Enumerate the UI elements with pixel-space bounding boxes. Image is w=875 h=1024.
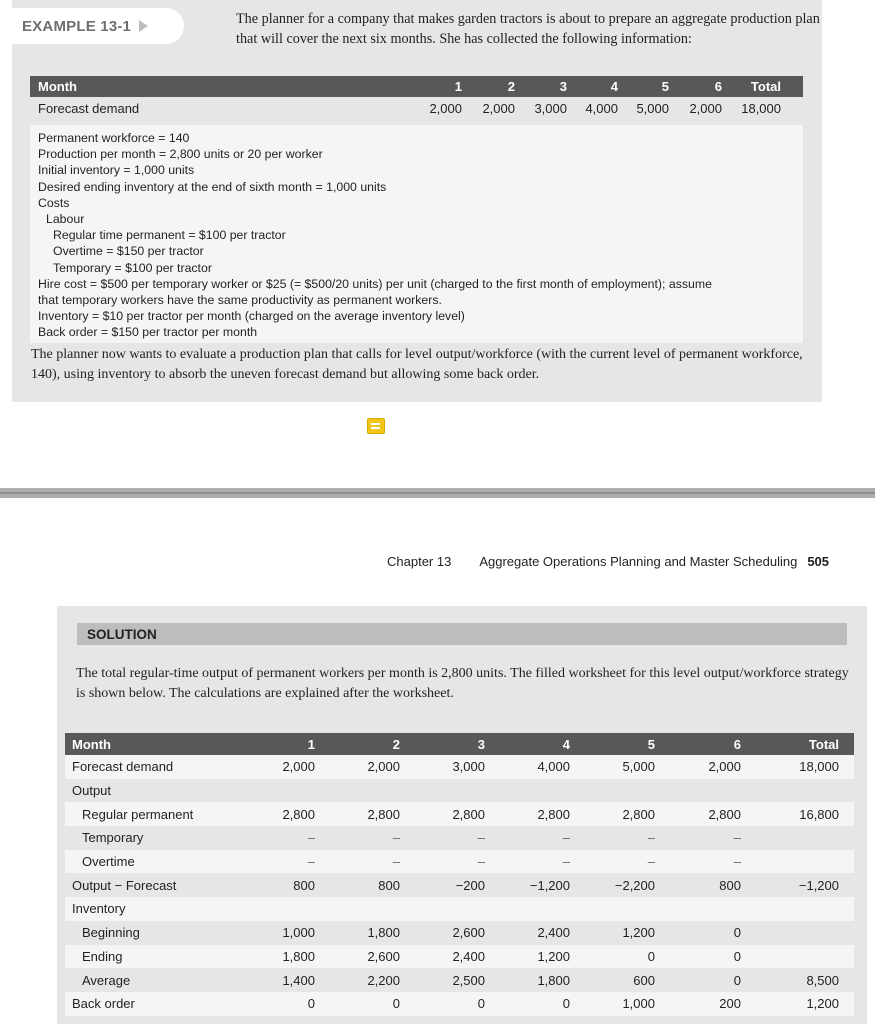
cell: 2,800 [537, 806, 570, 822]
header-month-4: 4 [610, 79, 618, 94]
cell: 2,400 [537, 925, 570, 941]
cell: 0 [307, 996, 315, 1012]
cell: 1,200 [622, 925, 655, 941]
header-month-3: 3 [477, 736, 485, 752]
info-line: that temporary workers have the same productivity as permanent workers. [38, 293, 442, 308]
header-month-5: 5 [647, 736, 655, 752]
header-month-5: 5 [661, 79, 669, 94]
table-row [65, 826, 854, 850]
info-line: Temporary = $100 per tractor [53, 260, 212, 275]
info-line: Initial inventory = 1,000 units [38, 163, 195, 178]
cell: 2,800 [282, 806, 315, 822]
cell: −1,200 [798, 877, 839, 893]
row-label: Back order [72, 996, 135, 1012]
cell: 0 [733, 948, 741, 964]
cell: 8,500 [806, 972, 839, 988]
chapter-label: Chapter 13 [387, 554, 452, 569]
header-month-1: 1 [307, 736, 315, 752]
header-month-4: 4 [562, 736, 570, 752]
cell: – [733, 830, 741, 846]
cell: 2,800 [708, 806, 741, 822]
worksheet-table [65, 733, 854, 1016]
cell: 2,800 [622, 806, 655, 822]
cell: – [392, 830, 400, 846]
cell: 1,400 [282, 972, 315, 988]
header-month-6: 6 [714, 79, 722, 94]
cell: 4,000 [585, 100, 618, 116]
header-month-2: 2 [507, 79, 515, 94]
info-line: Inventory = $10 per tractor per month (charged on the average inventory level) [38, 309, 465, 324]
table-row [65, 850, 854, 874]
cell: 2,000 [282, 759, 315, 775]
cell: 800 [719, 877, 741, 893]
table-row [65, 897, 854, 921]
example-tag [12, 8, 184, 44]
row-label: Forecast demand [38, 100, 140, 116]
cell: 16,800 [799, 806, 839, 822]
header-month-1: 1 [454, 79, 462, 94]
cell: 2,000 [367, 759, 400, 775]
cell: 18,000 [741, 100, 781, 116]
row-label: Temporary [82, 830, 144, 846]
example-tag-label: EXAMPLE 13-1 [22, 17, 132, 35]
cell: 2,000 [689, 100, 722, 116]
row-label: Average [82, 972, 131, 988]
cell: 1,800 [282, 948, 315, 964]
cell: – [477, 854, 485, 870]
cell: – [562, 830, 570, 846]
header-month: Month [38, 79, 77, 94]
cell: 2,500 [452, 972, 485, 988]
cell: – [307, 854, 315, 870]
chapter-title: Aggregate Operations Planning and Master Scheduling [479, 554, 798, 569]
worksheet-header [65, 733, 854, 755]
cell: −1,200 [529, 877, 570, 893]
cell: 2,000 [482, 100, 515, 116]
table-row [65, 992, 854, 1016]
cell: 800 [293, 877, 315, 893]
cell: 1,200 [806, 996, 839, 1012]
cell: 0 [647, 948, 655, 964]
cell: 2,800 [452, 806, 485, 822]
info-line: Overtime = $150 per tractor [53, 244, 204, 259]
info-line: Hire cost = $500 per temporary worker or $25 (= $500/20 units) per unit (charged to the first month of employment); assume [38, 276, 712, 291]
table-row [65, 968, 854, 992]
cell: – [477, 830, 485, 846]
row-label: Regular permanent [82, 806, 194, 822]
cell: 3,000 [452, 759, 485, 775]
cell: 1,800 [537, 972, 570, 988]
cell: – [647, 854, 655, 870]
forecast-table-header [30, 76, 803, 97]
info-line: Costs [38, 195, 70, 210]
info-line: Permanent workforce = 140 [38, 131, 190, 145]
page-number: 505 [807, 554, 830, 569]
row-label: Forecast demand [72, 759, 174, 775]
cell: – [307, 830, 315, 846]
cell: 800 [378, 877, 400, 893]
cell: 2,000 [708, 759, 741, 775]
cell: 2,400 [452, 948, 485, 964]
cell: 0 [733, 972, 741, 988]
example-intro: The planner for a company that makes garden tractors is about to prepare an aggregate production plan that will cover the next six months. She has collected the following information: [236, 11, 820, 47]
row-label: Overtime [82, 854, 135, 870]
cell: −200 [455, 877, 485, 893]
info-line: Labour [46, 212, 85, 227]
table-row [65, 779, 854, 803]
cell: 2,000 [429, 100, 462, 116]
solution-text: The total regular-time output of permanent workers per month is 2,800 units. The filled worksheet for this level output/workforce strategy is shown below. The calculations are explained after the worksheet. [76, 666, 849, 701]
header-month: Month [72, 736, 111, 752]
cell: 1,800 [367, 925, 400, 941]
table-row [65, 873, 854, 897]
table-row [65, 921, 854, 945]
cell: 3,000 [534, 100, 567, 116]
given-information [30, 125, 803, 343]
row-label: Output − Forecast [72, 877, 177, 893]
cell: – [562, 854, 570, 870]
cell: 5,000 [622, 759, 655, 775]
cell: 0 [562, 996, 570, 1012]
header-month-3: 3 [559, 79, 567, 94]
example-closing-text: The planner now wants to evaluate a production plan that calls for level output/workforce (with the current level of permanent workforce, 140), using inventory to absorb the uneven forecast demand but allowing some back order. [31, 347, 803, 382]
table-row [65, 802, 854, 826]
cell: 2,600 [452, 925, 485, 941]
forecast-demand-row [30, 97, 803, 119]
running-head [387, 554, 829, 569]
cell: – [392, 854, 400, 870]
cell: 4,000 [537, 759, 570, 775]
cell: 1,000 [622, 996, 655, 1012]
cell: – [733, 854, 741, 870]
header-total: Total [808, 736, 839, 752]
cell: 1,000 [282, 925, 315, 941]
row-label: Output [72, 783, 112, 799]
cell: 0 [477, 996, 485, 1012]
header-total: Total [750, 79, 781, 94]
header-month-6: 6 [733, 736, 741, 752]
info-line: Back order = $150 per tractor per month [38, 325, 258, 340]
cell: 1,200 [537, 948, 570, 964]
cell: 0 [733, 925, 741, 941]
info-line: Regular time permanent = $100 per tractor [53, 228, 286, 243]
info-line: Production per month = 2,800 units or 20 per worker [38, 147, 323, 162]
row-label: Ending [82, 948, 123, 964]
cell: 18,000 [799, 759, 839, 775]
cell: 0 [392, 996, 400, 1012]
cell: 200 [719, 996, 741, 1012]
cell: 2,600 [367, 948, 400, 964]
cell: 2,800 [367, 806, 400, 822]
cell: 600 [633, 972, 655, 988]
forecast-table [30, 76, 803, 343]
table-row [65, 755, 854, 779]
table-row [65, 945, 854, 969]
solution-panel [57, 606, 867, 1024]
cell: 5,000 [636, 100, 669, 116]
solution-heading: SOLUTION [87, 626, 157, 642]
comment-note-icon[interactable] [367, 418, 385, 434]
cell: −2,200 [614, 877, 655, 893]
page-separator [0, 488, 875, 498]
row-label: Inventory [72, 901, 126, 917]
header-month-2: 2 [392, 736, 400, 752]
cell: 2,200 [367, 972, 400, 988]
cell: – [647, 830, 655, 846]
play-arrow-icon [139, 20, 148, 32]
row-label: Beginning [82, 925, 140, 941]
solution-heading-bar [77, 623, 847, 645]
info-line: Desired ending inventory at the end of sixth month = 1,000 units [38, 179, 387, 194]
